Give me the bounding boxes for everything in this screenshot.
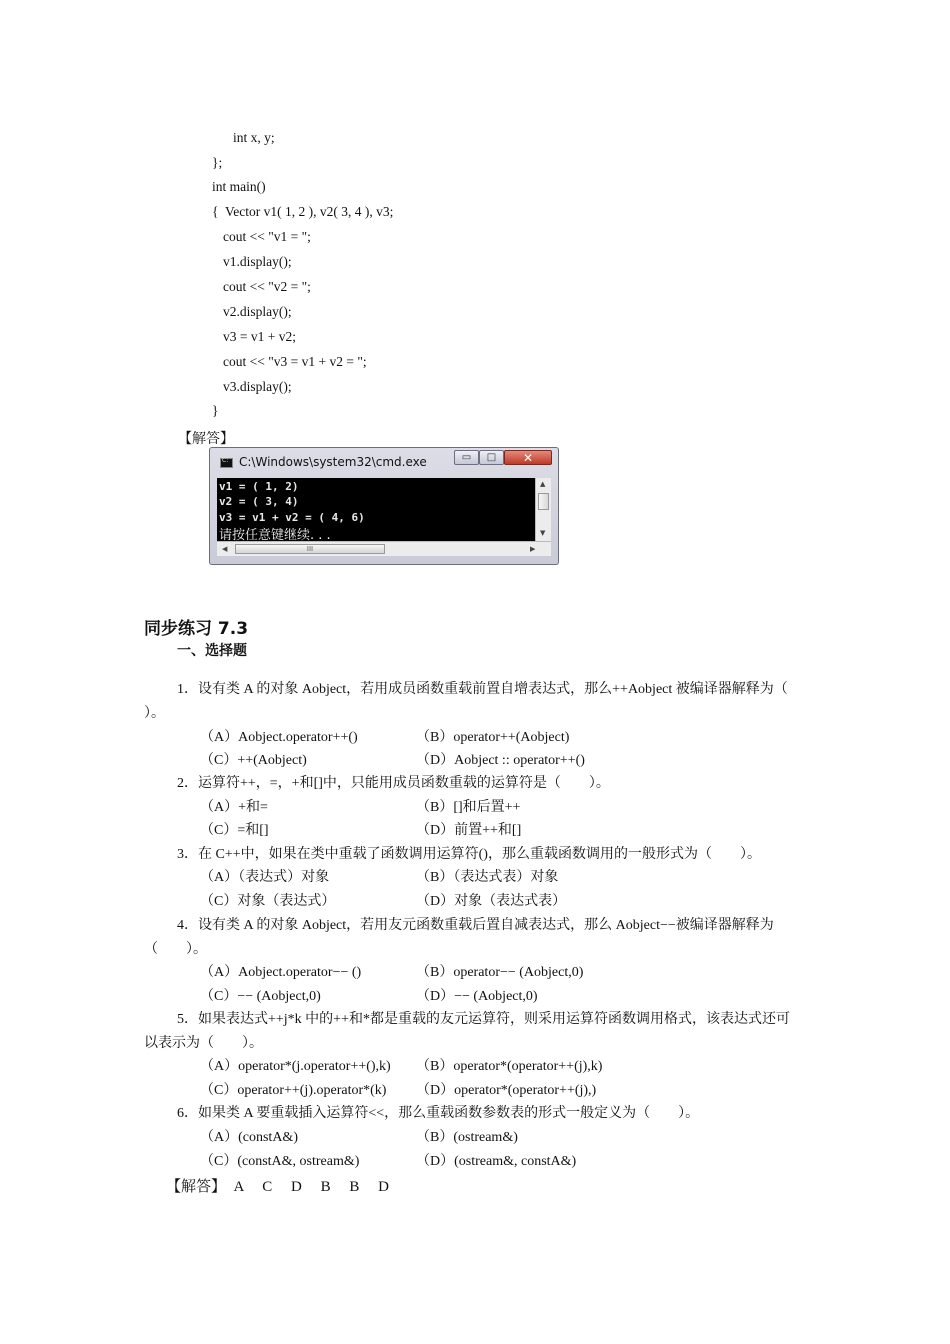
- question-2-option-a[interactable]: （A）+和=: [200, 800, 268, 815]
- question-4-stem: 4．设有类 A 的对象 Aobject，若用友元函数重载后置自减表达式，那么 Aobject−−被编译器解释为: [177, 918, 774, 933]
- cmd-title-bar[interactable]: [210, 448, 558, 478]
- question-2-option-b[interactable]: （B）[]和后置++: [416, 800, 521, 815]
- question-3-stem: 3．在 C++中，如果在类中重载了函数调用运算符()，那么重载函数调用的一般形式为（ ）。: [177, 847, 761, 862]
- scroll-right-icon[interactable]: ▶: [530, 545, 536, 553]
- question-5-option-a[interactable]: （A）operator*(j.operator++(),k): [200, 1059, 391, 1074]
- question-1-option-b[interactable]: （B）operator++(Aobject): [416, 730, 570, 745]
- question-5-option-c[interactable]: （C）operator++(j).operator*(k): [200, 1083, 387, 1098]
- question-1-stem-cont: ）。: [144, 706, 165, 721]
- code-line: v2.display();: [223, 304, 292, 319]
- code-line: v3.display();: [223, 379, 292, 394]
- question-3-option-b[interactable]: （B）（表达式表）对象: [416, 870, 559, 885]
- question-6-option-c[interactable]: （C）(constA&, ostream&): [200, 1154, 360, 1169]
- question-3-option-a[interactable]: （A）（表达式）对象: [200, 870, 330, 885]
- code-line: cout << "v2 = ";: [223, 279, 311, 294]
- question-1-option-c[interactable]: （C）++(Aobject): [200, 753, 307, 768]
- code-line: { Vector v1( 1, 2 ), v2( 3, 4 ), v3;: [212, 204, 394, 219]
- minimize-icon[interactable]: ▭: [454, 450, 479, 465]
- console-line: 请按任意键继续. . .: [219, 528, 331, 541]
- horizontal-scrollbar[interactable]: [217, 541, 551, 556]
- vertical-scroll-thumb[interactable]: [538, 493, 549, 510]
- question-6-option-b[interactable]: （B）(ostream&): [416, 1130, 518, 1145]
- question-4-option-a[interactable]: （A）Aobject.operator−− (): [200, 965, 362, 980]
- cmd-window: [209, 447, 559, 565]
- code-line: }: [212, 403, 219, 418]
- question-6-option-a[interactable]: （A）(constA&): [200, 1130, 298, 1145]
- question-4-option-d[interactable]: （D）−− (Aobject,0): [416, 989, 538, 1004]
- question-4-option-c[interactable]: （C）−− (Aobject,0): [200, 989, 321, 1004]
- code-line: v1.display();: [223, 254, 292, 269]
- cmd-app-icon: [220, 458, 233, 468]
- vertical-scrollbar[interactable]: [535, 478, 551, 541]
- question-2-option-d[interactable]: （D）前置++和[]: [416, 823, 522, 838]
- question-4-option-b[interactable]: （B）operator−− (Aobject,0): [416, 965, 584, 980]
- cmd-console[interactable]: [217, 478, 535, 541]
- answer-label: 【解答】: [178, 432, 234, 447]
- question-1-stem: 1．设有类 A 的对象 Aobject，若用成员函数重载前置自增表达式，那么++Aobject 被编译器解释为（: [177, 682, 788, 697]
- question-6-option-d[interactable]: （D）(ostream&, constA&): [416, 1154, 577, 1169]
- final-answer: 【解答】 A C D B B D: [166, 1179, 389, 1195]
- code-line: int main(): [212, 179, 266, 194]
- code-line: cout << "v3 = v1 + v2 = ";: [223, 354, 367, 369]
- question-5-stem: 5．如果表达式++j*k 中的++和*都是重载的友元运算符，则采用运算符函数调用格式，该表达式还可: [177, 1012, 790, 1027]
- scroll-up-icon[interactable]: ▲: [540, 480, 546, 488]
- question-4-stem-cont: （ ）。: [144, 942, 207, 957]
- maximize-icon[interactable]: □: [479, 450, 504, 465]
- question-1-option-a[interactable]: （A）Aobject.operator++(): [200, 730, 358, 745]
- question-2-option-c[interactable]: （C）=和[]: [200, 823, 269, 838]
- question-3-option-c[interactable]: （C）对象（表达式）: [200, 894, 336, 909]
- scroll-left-icon[interactable]: ◀: [222, 545, 228, 553]
- question-3-option-d[interactable]: （D）对象（表达式表）: [416, 894, 567, 909]
- console-line: v3 = v1 + v2 = ( 4, 6): [219, 511, 365, 524]
- code-line: cout << "v1 = ";: [223, 229, 311, 244]
- code-line: v3 = v1 + v2;: [223, 329, 296, 344]
- question-5-option-b[interactable]: （B）operator*(operator++(j),k): [416, 1059, 603, 1074]
- close-icon[interactable]: ✕: [504, 450, 552, 465]
- horizontal-scroll-thumb[interactable]: III: [235, 544, 385, 554]
- console-line: v1 = ( 1, 2): [219, 480, 299, 493]
- subsection-title: 一、选择题: [177, 643, 247, 659]
- question-1-option-d[interactable]: （D）Aobject :: operator++(): [416, 753, 585, 768]
- code-line: int x, y;: [233, 130, 275, 145]
- code-line: };: [212, 155, 223, 170]
- question-5-option-d[interactable]: （D）operator*(operator++(j),): [416, 1083, 597, 1098]
- console-line: v2 = ( 3, 4): [219, 495, 299, 508]
- question-6-stem: 6．如果类 A 要重载插入运算符<<，那么重载函数参数表的形式一般定义为（ ）。: [177, 1106, 700, 1121]
- question-2-stem: 2．运算符++，=，+和[]中，只能用成员函数重载的运算符是（ ）。: [177, 776, 610, 791]
- section-title: 同步练习 7.3: [144, 619, 249, 639]
- question-5-stem-cont: 以表示为（ ）。: [144, 1036, 263, 1051]
- scroll-down-icon[interactable]: ▼: [540, 529, 546, 537]
- cmd-title: C:\Windows\system32\cmd.exe: [239, 455, 427, 469]
